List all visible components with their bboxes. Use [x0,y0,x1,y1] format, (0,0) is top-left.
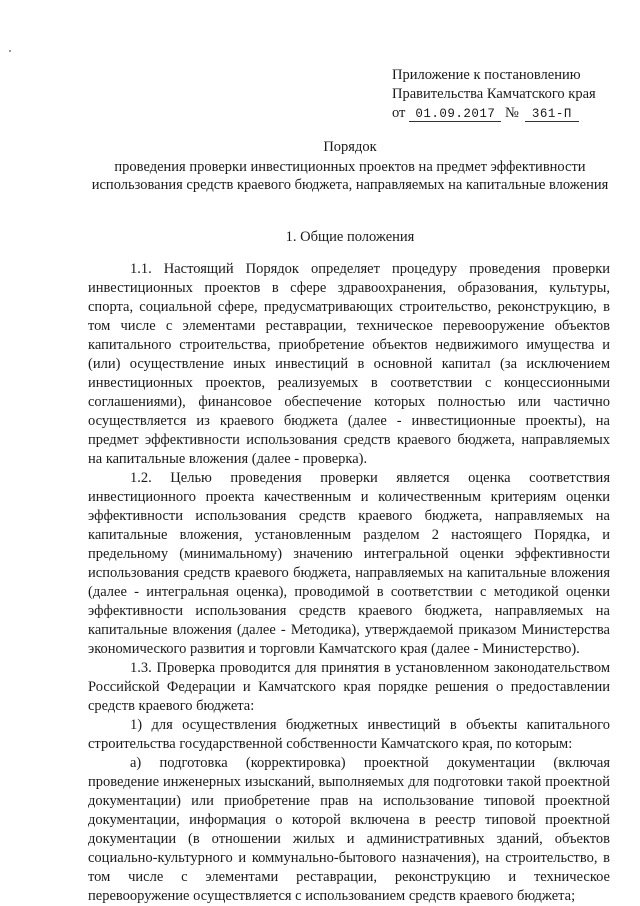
title-subtitle: проведения проверки инвестиционных проектов на предмет эффективности использования средств краевого бюджета, направляемых на капитальные вложения [91,159,609,193]
number-prefix: № [505,105,519,121]
paragraph-item-1: 1) для осуществления бюджетных инвестиций в объекты капитального строительства государственной собственности Камчатского края, по которым: [88,717,610,752]
document-body [88,260,610,906]
appendix-line-1: Приложение к постановлению [392,67,581,83]
title-heading: Порядок [323,139,377,155]
section-heading: 1. Общие положения [285,229,415,245]
paragraph-1-3: 1.3. Проверка проводится для принятия в установленном законодательством Российской Федерации и Камчатского края порядке решения о предоставлении средств краевого бюджета: [88,660,610,714]
appendix-header [392,66,632,123]
scan-speck [9,50,11,52]
appendix-line-2: Правительства Камчатского края [392,86,596,102]
paragraph-subitem-a: а) подготовка (корректировка) проектной документации (включая проведение инженерных изысканий, выполняемых для подготовки такой проектной документации) или приобретение прав на использование типовой проектной документации, информация о которой включена в реестр типовой проектной документации (в отношении жилых и административных зданий, объектов социально-культурного и коммунально-бытового назначения), на строительство, в том числе с элементами реставрации, реконструкцию и техническое перевооружение осуществляется с использованием средств краевого бюджета; [88,755,610,904]
appendix-date-line [392,104,632,123]
paragraph-1-2: 1.2. Целью проведения проверки является оценка соответствия инвестиционного проекта качественным и количественным критериям оценки эффективности использования средств краевого бюджета, направляемых на капитальные вложения, установленным разделом 2 настоящего Порядка, и предельному (минимальному) значению интегральной оценки эффективности использования средств краевого бюджета, направляемых на капитальные вложения (далее - интегральная оценка), проводимой в соответствии с методикой оценки эффективности использования средств краевого бюджета, направляемых на капитальные вложения (далее - Методика), утверждаемой приказом Министерства экономического развития и торговли Камчатского края (далее - Министерство). [88,470,610,657]
document-title [90,138,610,194]
document-number: 361-П [525,107,579,122]
document-date: 01.09.2017 [409,107,501,122]
paragraph-1-1: 1.1. Настоящий Порядок определяет процедуру проведения проверки инвестиционных проектов в сфере здравоохранения, образования, культуры, спорта, социальной сфере, предусматривающих строительство, реконструкцию, в том числе с элементами реставрации, техническое перевооружение объектов капитального строительства, приобретение объектов недвижимого имущества и (или) осуществление иных инвестиций в основной капитал (за исключением инвестиционных проектов, реализуемых в соответствии с концессионными соглашениями), финансовое обеспечение которых полностью или частично осуществляется из краевого бюджета (далее - инвестиционные проекты), на предмет эффективности использования средств краевого бюджета, направляемых на капитальные вложения (далее - проверка). [88,261,610,467]
date-prefix: от [392,105,406,121]
